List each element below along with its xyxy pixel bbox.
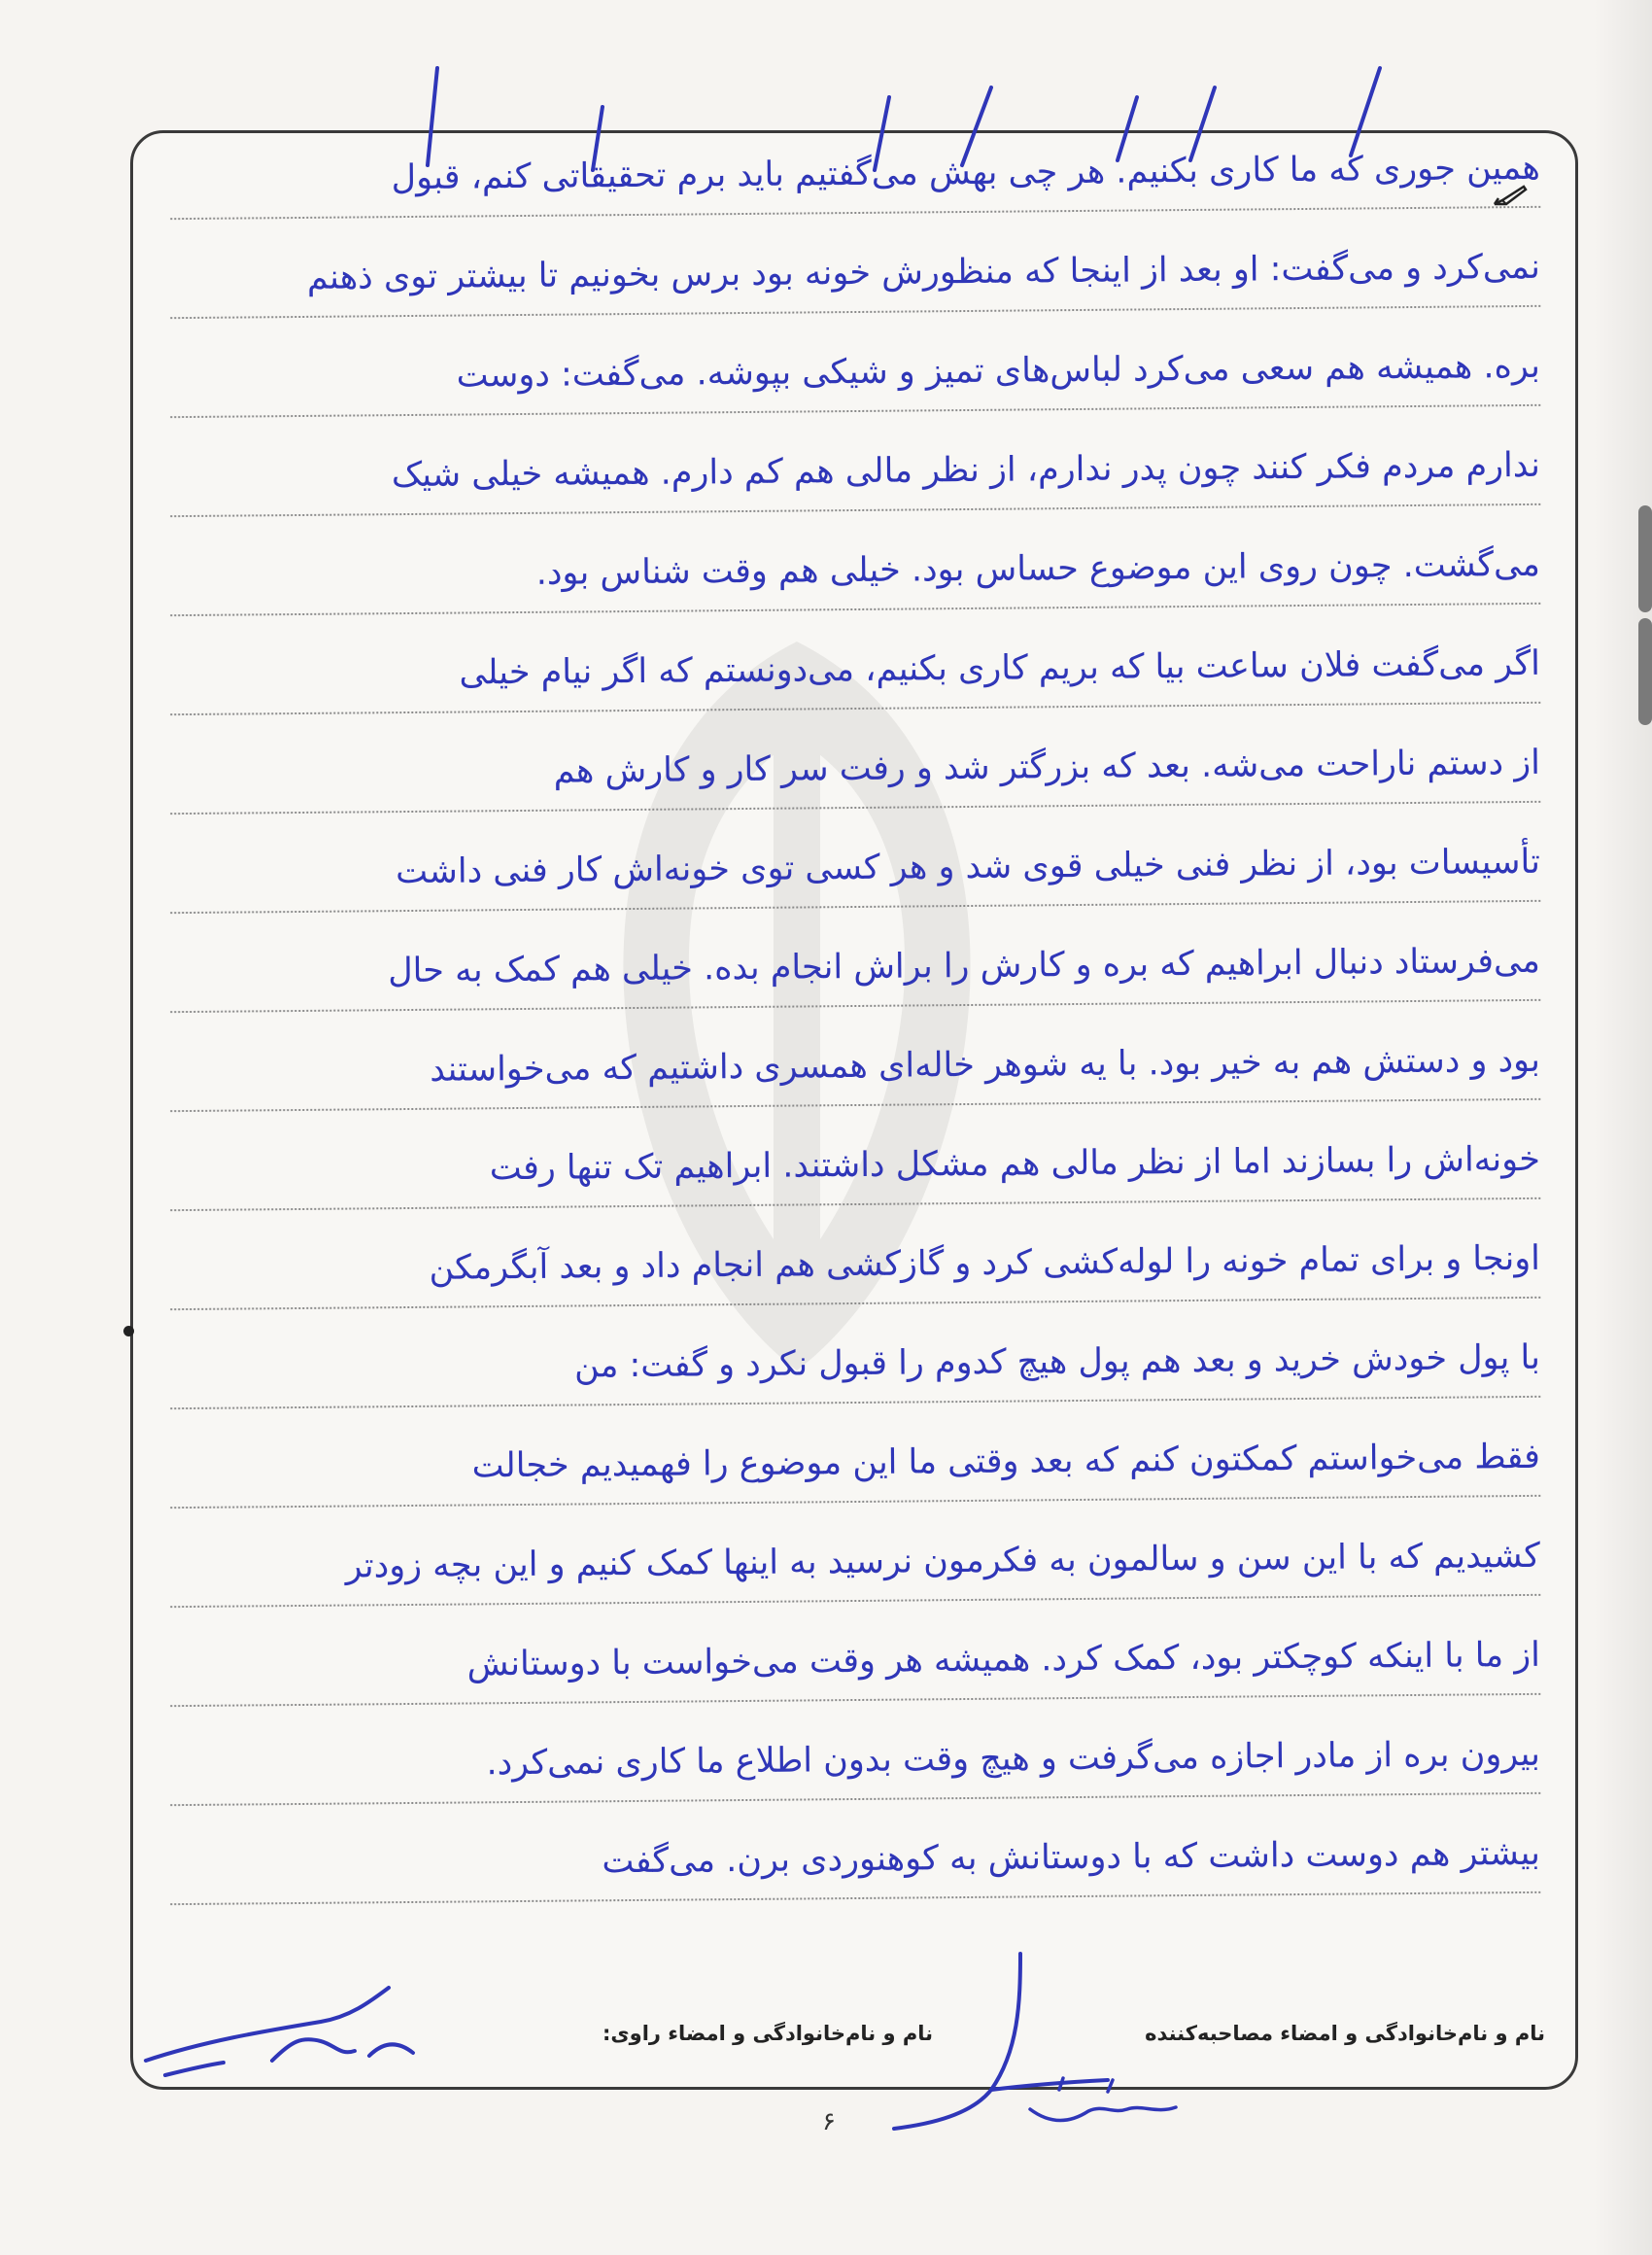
text-line: از دستم ناراحت می‌شه. بعد که بزرگتر شد و رفت سر کار و کارش هم	[170, 735, 1541, 815]
text-line: تأسیسات بود، از نظر فنی خیلی قوی شد و هر کسی توی خونه‌اش کار فنی داشت	[170, 834, 1541, 914]
text-line: خونه‌اش را بسازند اما از نظر مالی هم مشکل داشتند. ابراهیم تک تنها رفت	[170, 1131, 1541, 1211]
page-number: ۶	[822, 2107, 836, 2136]
narrator-signature-label: نام و نام‌خانوادگی و امضاء راوی:	[602, 2022, 933, 2045]
interviewer-signature-name	[1020, 2070, 1186, 2138]
text-line: بود و دستش هم به خیر بود. با یه شوهر خاله‌ای همسری داشتیم که می‌خواستند	[170, 1032, 1541, 1112]
text-line: بیرون بره از مادر اجازه می‌گرفت و هیچ وقت بدون اطلاع ما کاری نمی‌کرد.	[170, 1726, 1541, 1806]
handwritten-text-lines	[170, 146, 1540, 1954]
text-line: بره. همیشه هم سعی می‌کرد لباس‌های تمیز و شیکی بپوشه. می‌گفت: دوست	[170, 338, 1541, 418]
text-line: از ما با اینکه کوچکتر بود، کمک کرد. همیشه هر وقت می‌خواست با دوستانش	[170, 1627, 1541, 1707]
text-line: می‌فرستاد دنبال ابراهیم که بره و کارش را براش انجام بده. خیلی هم کمک به حال	[170, 933, 1541, 1013]
text-line: ندارم مردم فکر کنند چون پدر ندارم، از نظر مالی هم کم دارم. همیشه خیلی شیک	[170, 437, 1541, 517]
binder-clip-top	[1638, 505, 1652, 612]
margin-dot	[123, 1326, 134, 1336]
text-line: می‌گشت. چون روی این موضوع حساس بود. خیلی هم وقت شناس بود.	[170, 537, 1541, 616]
text-line: اگر می‌گفت فلان ساعت بیا که بریم کاری بکنیم، می‌دونستم که اگر نیام خیلی	[170, 636, 1541, 715]
text-line: اونجا و برای تمام خونه را لوله‌کشی کرد و گازکشی هم انجام داد و بعد آبگرمکن	[170, 1231, 1541, 1310]
text-line: همین جوری که ما کاری بکنیم. هر چی بهش می‌گفتیم باید برم تحقیقاتی کنم، قبول	[170, 140, 1541, 220]
text-line: نمی‌کرد و می‌گفت: او بعد از اینجا که منظورش خونه بود برس بخونیم تا بیشتر توی ذهنم	[170, 239, 1541, 319]
page-edge-shadow	[1594, 0, 1652, 2255]
binder-clip-bottom	[1638, 618, 1652, 725]
text-line: کشیدیم که با این سن و سالمون به فکرمون نرسید به اینها کمک کنیم و این بچه زودتر	[170, 1528, 1541, 1608]
interviewer-signature-label: نام و نام‌خانوادگی و امضاء مصاحبه‌کننده	[1145, 2022, 1545, 2045]
narrator-signature	[126, 1983, 437, 2090]
text-line: بیشتر هم دوست داشت که با دوستانش به کوهنوردی برن. می‌گفت	[170, 1825, 1541, 1905]
text-line: با پول خودش خرید و بعد هم پول هیچ کدوم را قبول نکرد و گفت: من	[170, 1330, 1541, 1409]
text-line: فقط می‌خواستم کمکتون کنم که بعد وقتی ما این موضوع را فهمیدیم خجالت	[170, 1429, 1541, 1509]
